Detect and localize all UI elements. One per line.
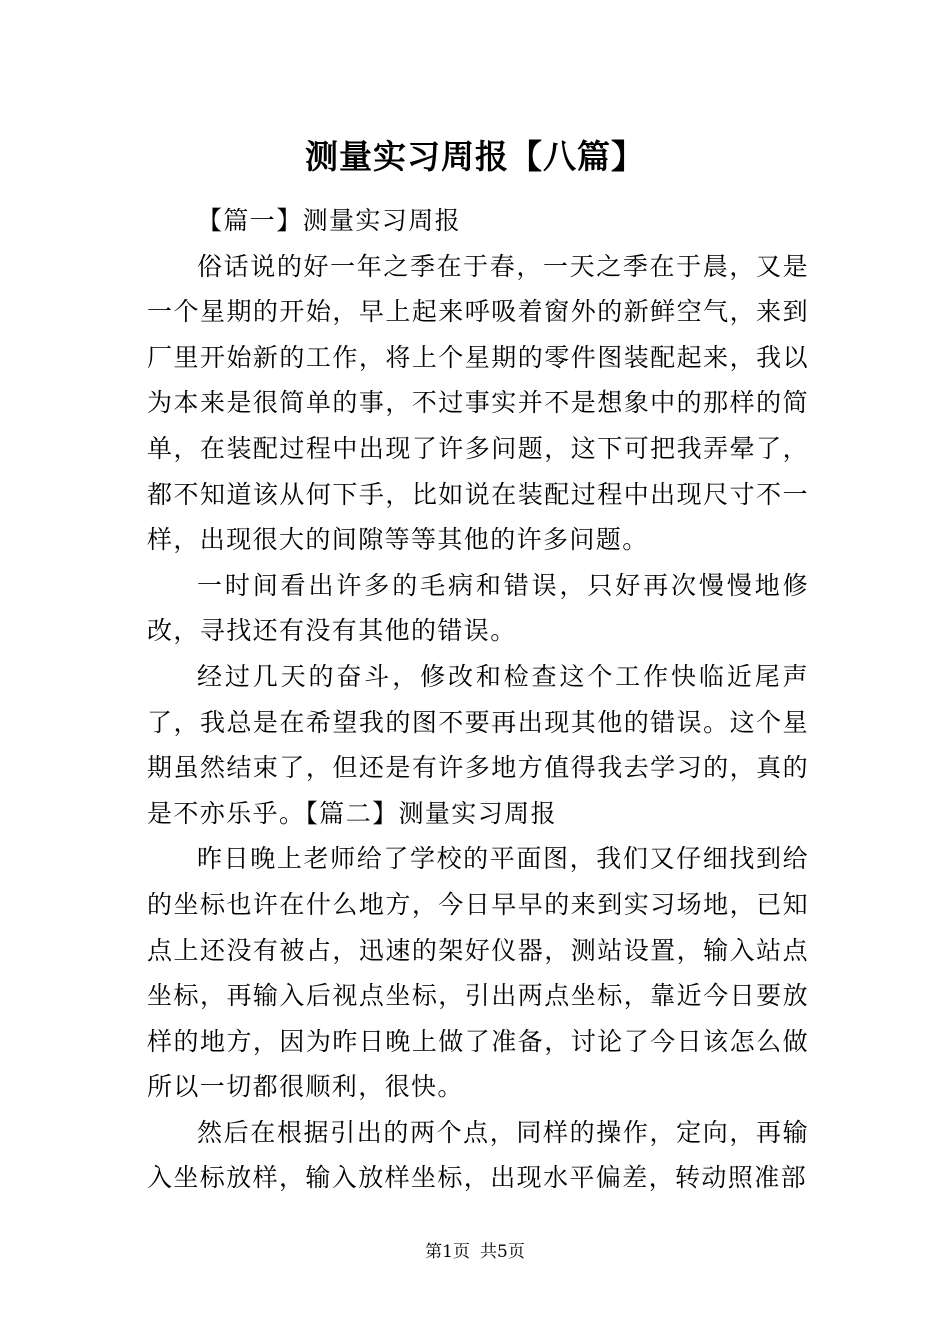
body-paragraph: 一时间看出许多的毛病和错误，只好再次慢慢地修改，寻找还有没有其他的错误。 bbox=[147, 570, 809, 646]
body-paragraph: 经过几天的奋斗，修改和检查这个工作快临近尾声了，我总是在希望我的图不要再出现其他的错误。这个星期虽然结束了，但还是有许多地方值得我去学习的，真的是不亦乐乎。【篇二】测量实习周报 bbox=[147, 661, 809, 828]
body-paragraph: 然后在根据引出的两个点，同样的操作，定向，再输入坐标放样，输入放样坐标，出现水平偏差，转动照准部 bbox=[147, 1117, 809, 1193]
page-footer bbox=[0, 1239, 950, 1265]
body-paragraph: 昨日晚上老师给了学校的平面图，我们又仔细找到给的坐标也许在什么地方，今日早早的来到实习场地，已知点上还没有被占，迅速的架好仪器，测站设置，输入站点坐标，再输入后视点坐标，引出两点坐标，靠近今日要放样的地方，因为昨日晚上做了准备，讨论了今日该怎么做所以一切都很顺利，很快。 bbox=[147, 844, 809, 1102]
document-body bbox=[147, 198, 809, 1201]
section-heading-1: 【篇一】测量实习周报 bbox=[197, 206, 462, 235]
page-number: 第1页 bbox=[425, 1242, 470, 1262]
body-paragraph: 俗话说的好一年之季在于春，一天之季在于晨，又是一个星期的开始，早上起来呼吸着窗外的新鲜空气，来到厂里开始新的工作，将上个星期的零件图装配起来，我以为本来是很简单的事，不过事实并不是想象中的那样的简单，在装配过程中出现了许多问题，这下可把我弄晕了，都不知道该从何下手，比如说在装配过程中出现尺寸不一样，出现很大的间隙等等其他的许多问题。 bbox=[147, 251, 809, 555]
page-count: 共5页 bbox=[480, 1242, 525, 1262]
document-title: 测量实习周报【八篇】 bbox=[305, 137, 645, 176]
